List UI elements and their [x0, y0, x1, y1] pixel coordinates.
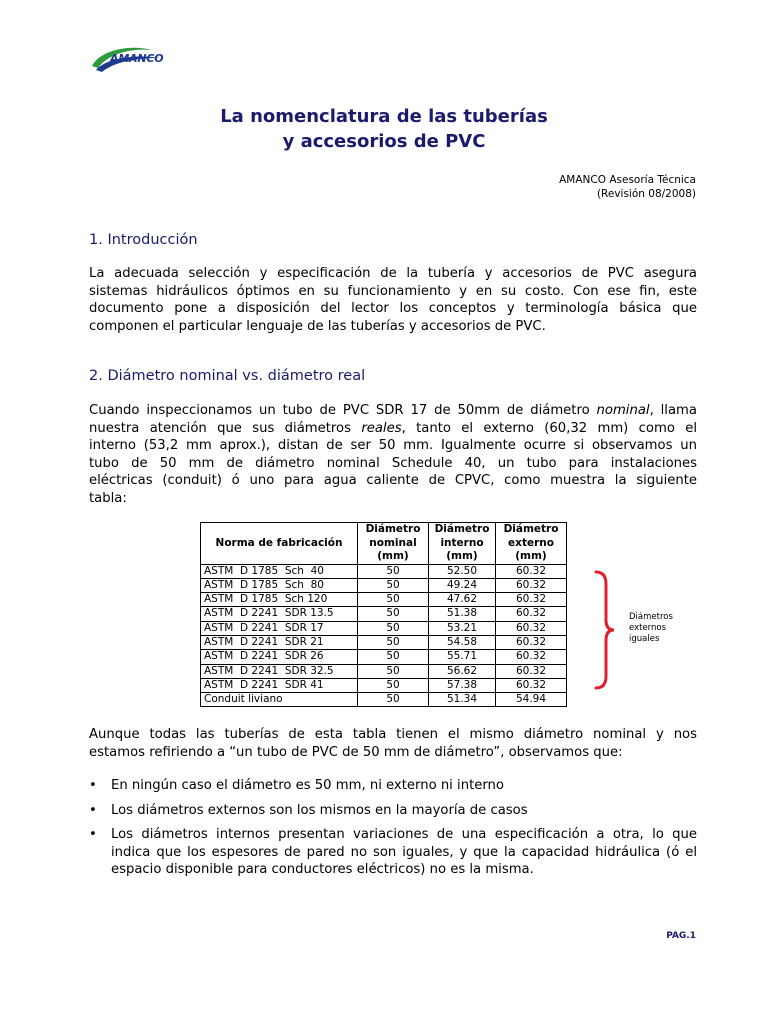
- logo-wordmark: AMANCO: [110, 52, 164, 65]
- cell-interno: 51.34: [429, 693, 496, 707]
- cell-interno: 51.38: [429, 607, 496, 621]
- brace-note-line: Diámetros: [629, 612, 673, 622]
- table-row: [201, 578, 567, 592]
- section-2-paragraph-2: [89, 726, 697, 761]
- cell-norma: ASTM D 2241 SDR 21: [201, 635, 358, 649]
- paragraph-line: documento pone a disposición del lector los conceptos y terminología básica que: [89, 301, 697, 316]
- header-externo: Diámetro externo (mm): [496, 523, 567, 565]
- page-number: PAG.1: [666, 931, 696, 941]
- bullet-icon: •: [89, 802, 97, 818]
- table-row: [201, 635, 567, 649]
- cell-externo: 60.32: [496, 578, 567, 592]
- cell-nominal: 50: [358, 578, 429, 592]
- list-item: [89, 826, 697, 879]
- paragraph-line: Aunque todas las tuberías de esta tabla tienen el mismo diámetro nominal y nos: [89, 727, 697, 742]
- brace-icon: [590, 570, 620, 690]
- cell-norma: ASTM D 2241 SDR 17: [201, 621, 358, 635]
- table-row: [201, 650, 567, 664]
- cell-nominal: 50: [358, 693, 429, 707]
- amanco-logo: [90, 42, 180, 76]
- cell-nominal: 50: [358, 664, 429, 678]
- paragraph-line: Cuando inspeccionamos un tubo de PVC SDR 17 de 50mm de diámetro nominal, llama: [89, 403, 697, 418]
- cell-interno: 53.21: [429, 621, 496, 635]
- list-item-text: indica que los espesores de pared no son iguales, y que la capacidad hidráulica (ó el: [111, 844, 697, 860]
- bullet-icon: •: [89, 778, 97, 793]
- brace-note-line: iguales: [629, 634, 660, 644]
- list-item-text: Los diámetros externos son los mismos en la mayoría de casos: [111, 802, 528, 818]
- cell-externo: 60.32: [496, 664, 567, 678]
- cell-interno: 57.38: [429, 678, 496, 692]
- brace-note-line: externos: [629, 623, 667, 633]
- paragraph-line: tubo de 50 mm de diámetro nominal Schedule 40, un tubo para instalaciones: [89, 455, 697, 471]
- bullet-icon: •: [89, 827, 97, 842]
- cell-norma: ASTM D 2241 SDR 41: [201, 678, 358, 692]
- cell-norma: ASTM D 2241 SDR 32.5: [201, 664, 358, 678]
- cell-interno: 54.58: [429, 635, 496, 649]
- cell-externo: 60.32: [496, 564, 567, 578]
- cell-norma: Conduit liviano: [201, 693, 358, 707]
- paragraph-line: nuestra atención que sus diámetros reales, tanto el externo (60,32 mm) como el: [89, 420, 697, 436]
- header-interno: Diámetro interno (mm): [429, 523, 496, 565]
- cell-norma: ASTM D 2241 SDR 13.5: [201, 607, 358, 621]
- table-row: [201, 607, 567, 621]
- cell-interno: 49.24: [429, 578, 496, 592]
- paragraph-line: La adecuada selección y especificación de la tubería y accesorios de PVC asegura: [89, 266, 697, 281]
- emphasis-nominal: nominal: [596, 403, 650, 418]
- paragraph-line: eléctricas (conduit) ó uno para agua caliente de CPVC, como muestra la siguiente: [89, 473, 697, 488]
- cell-norma: ASTM D 2241 SDR 26: [201, 650, 358, 664]
- cell-norma: ASTM D 1785 Sch 80: [201, 578, 358, 592]
- bullet-list: [89, 777, 697, 886]
- list-item-text: En ningún caso el diámetro es 50 mm, ni externo ni interno: [111, 778, 504, 793]
- paragraph-line: sistemas hidráulicos óptimos en su funcionamiento y en su costo. Con ese fin, este: [89, 283, 697, 299]
- table-row: [201, 621, 567, 635]
- document-title-line-2: y accesorios de PVC: [282, 131, 486, 152]
- brace-note: [629, 612, 673, 645]
- table-row: [201, 693, 567, 707]
- section-1-paragraph: [89, 265, 697, 335]
- cell-nominal: 50: [358, 564, 429, 578]
- header-nominal: Diámetro nominal (mm): [358, 523, 429, 565]
- cell-norma: ASTM D 1785 Sch 40: [201, 564, 358, 578]
- header-norma: Norma de fabricación: [201, 523, 358, 565]
- revision-line: (Revisión 08/2008): [596, 188, 696, 200]
- cell-externo: 60.32: [496, 635, 567, 649]
- cell-externo: 60.32: [496, 621, 567, 635]
- cell-norma: ASTM D 1785 Sch 120: [201, 593, 358, 607]
- document-title-line-1: La nomenclatura de las tuberías: [220, 106, 548, 127]
- section-2-heading: 2. Diámetro nominal vs. diámetro real: [89, 368, 366, 384]
- section-1-heading: 1. Introducción: [89, 232, 198, 248]
- cell-nominal: 50: [358, 607, 429, 621]
- cell-interno: 47.62: [429, 593, 496, 607]
- list-item-text: espacio disponible para conductores eléctricos) no es la misma.: [111, 862, 534, 877]
- cell-externo: 60.32: [496, 593, 567, 607]
- cell-nominal: 50: [358, 621, 429, 635]
- table-header-row: [201, 523, 567, 565]
- list-item: [89, 802, 697, 820]
- cell-interno: 55.71: [429, 650, 496, 664]
- pipe-diameter-table: [200, 522, 567, 707]
- list-item: [89, 777, 697, 795]
- cell-nominal: 50: [358, 635, 429, 649]
- cell-externo: 60.32: [496, 650, 567, 664]
- list-item-text: Los diámetros internos presentan variaciones de una especificación a otra, lo que: [111, 827, 697, 842]
- table-row: [201, 678, 567, 692]
- section-2-paragraph: [89, 402, 697, 507]
- cell-externo: 60.32: [496, 607, 567, 621]
- cell-externo: 54.94: [496, 693, 567, 707]
- table-row: [201, 664, 567, 678]
- paragraph-line: tabla:: [89, 490, 127, 506]
- cell-nominal: 50: [358, 650, 429, 664]
- paragraph-line: interno (53,2 mm aprox.), distan de ser 50 mm. Igualmente ocurre si observamos un: [89, 438, 697, 453]
- cell-interno: 52.50: [429, 564, 496, 578]
- cell-nominal: 50: [358, 678, 429, 692]
- paragraph-line: componen el particular lenguaje de las tuberías y accesorios de PVC.: [89, 318, 546, 334]
- cell-externo: 60.32: [496, 678, 567, 692]
- table-body: [201, 564, 567, 707]
- paragraph-line: estamos refiriendo a “un tubo de PVC de 50 mm de diámetro”, observamos que:: [89, 744, 623, 760]
- table-row: [201, 593, 567, 607]
- cell-interno: 56.62: [429, 664, 496, 678]
- table-row: [201, 564, 567, 578]
- author-line: AMANCO Asesoría Técnica: [559, 174, 696, 186]
- cell-nominal: 50: [358, 593, 429, 607]
- emphasis-reales: reales: [361, 420, 402, 436]
